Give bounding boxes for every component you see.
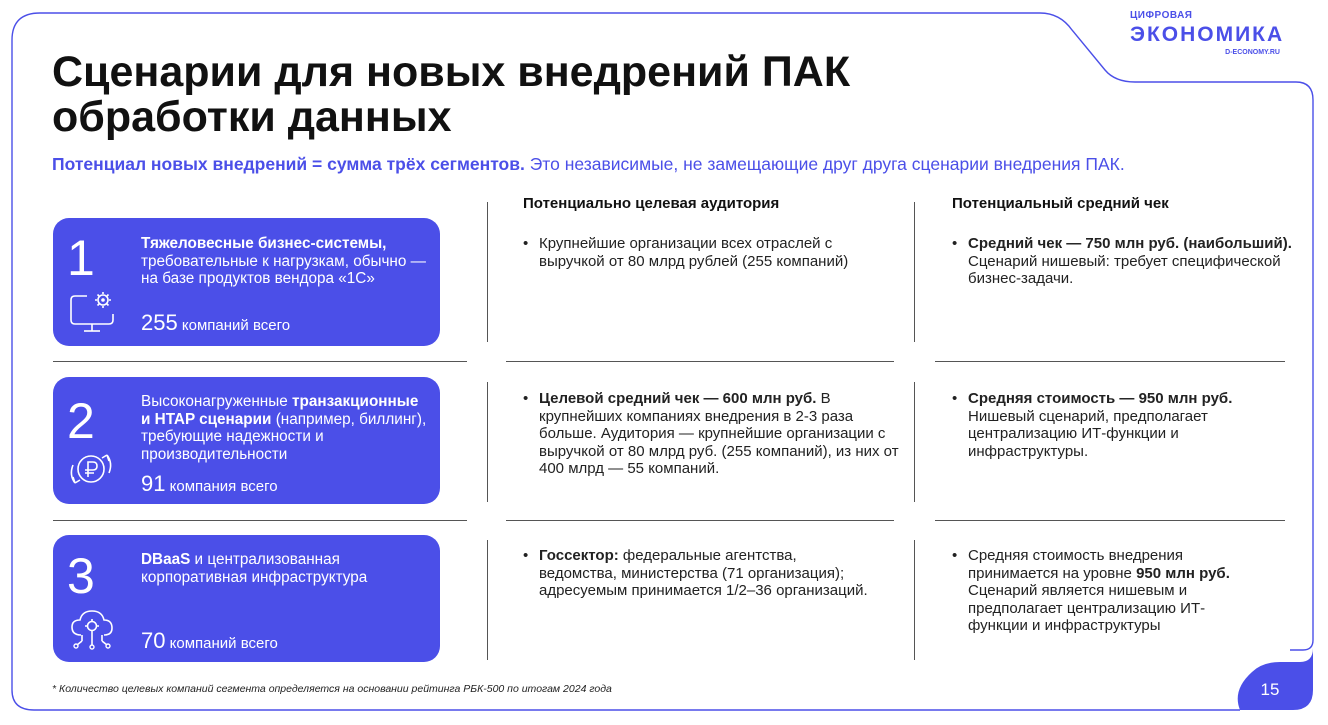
audience-bold: Целевой средний чек — 600 млн руб. <box>539 390 817 407</box>
scenario-count-number: 70 <box>141 628 166 653</box>
scenario-description <box>141 235 431 288</box>
scenario-description-rest: требовательные к нагрузкам, обычно — на базе продуктов вендора «1С» <box>141 252 426 287</box>
scenario-description-bold: транзакционные и HTAP сценарии <box>141 393 419 428</box>
scenario-count-number: 91 <box>141 471 166 496</box>
check-bold: Средний чек — 750 млн руб. (наибольший). <box>968 235 1292 252</box>
column-divider <box>487 540 488 660</box>
scenario-description <box>141 551 431 586</box>
check-bold: Средняя стоимость — 950 млн руб. <box>968 390 1233 407</box>
check-rest: Нишевый сценарий, предполагает централизацию ИТ-функции и инфраструктуры. <box>968 407 1208 460</box>
scenario-count-number: 255 <box>141 310 178 335</box>
cloud-gear-icon <box>67 607 117 651</box>
check-pre: Средняя стоимость внедрения принимается на уровне <box>968 547 1184 582</box>
row-divider <box>53 361 467 362</box>
row-divider <box>935 520 1285 521</box>
scenario-count <box>141 628 278 654</box>
scenario-number: 1 <box>67 230 95 286</box>
logo <box>1130 10 1290 66</box>
page-number: 15 <box>1260 680 1280 699</box>
scenario-count <box>141 310 290 336</box>
column-divider <box>914 540 915 660</box>
scenario-count-text: компаний всего <box>177 317 291 334</box>
audience-cell-1 <box>523 235 863 270</box>
scenario-description-rest: (например, биллинг), требующие надежности и производительности <box>141 410 427 463</box>
check-rest: Сценарий нишевый: требует специфической бизнес-задачи. <box>968 252 1281 287</box>
subtitle-rest: Это независимые, не замещающие друг друга сценарии внедрения ПАК. <box>524 154 1125 174</box>
audience-rest: Крупнейшие организации всех отраслей с выручкой от 80 млрд рублей (255 компаний) <box>539 235 849 270</box>
scenario-count <box>141 471 278 497</box>
logo-url-text: D-ECONOMY.RU <box>1225 49 1280 56</box>
list-item <box>952 547 1252 635</box>
row-divider <box>935 361 1285 362</box>
list-item <box>523 235 863 270</box>
scenario-description-pre: Высоконагруженные <box>141 393 292 410</box>
audience-bold: Госсектор: <box>539 547 619 564</box>
row-divider <box>53 520 467 521</box>
scenario-description-bold: Тяжеловесные бизнес-системы, <box>141 235 387 252</box>
audience-rest: В крупнейших компаниях внедрения в 2-3 раза больше. Аудитория — крупнейшие организации с выручкой от 80 млрд руб. (255 компаний), из них от 400 млрд — 55 компаний. <box>539 390 899 477</box>
scenario-count-text: компаний всего <box>165 635 278 652</box>
column-divider <box>487 382 488 502</box>
column-header-audience: Потенциально целевая аудитория <box>523 195 780 212</box>
page-title: Сценарии для новых внедрений ПАК обработки данных <box>52 48 851 141</box>
ruble-cycle-icon <box>67 447 117 491</box>
column-divider <box>914 382 915 502</box>
check-cell-1 <box>952 235 1292 288</box>
check-cell-3 <box>952 547 1252 635</box>
page-number-tab <box>1238 648 1313 710</box>
audience-rest: федеральные агентства, ведомства, министерства (71 организация); адресуемым принимается 1/2–36 организаций. <box>539 547 868 599</box>
row-divider <box>506 520 894 521</box>
list-item <box>952 235 1292 288</box>
list-item <box>523 547 868 600</box>
scenario-description-rest: и централизованная корпоративная инфраструктура <box>141 551 368 586</box>
column-divider <box>487 202 488 342</box>
page-subtitle <box>52 154 1302 175</box>
scenario-number: 2 <box>67 393 95 449</box>
logo-big-text: ЭКОНОМИКА <box>1130 23 1285 46</box>
scenario-description-bold: DBaaS <box>141 551 191 568</box>
check-bold: 950 млн руб. <box>1136 564 1230 582</box>
subtitle-bold: Потенциал новых внедрений = сумма трёх сегментов. <box>52 154 525 174</box>
list-item <box>523 390 908 478</box>
check-cell-2 <box>952 390 1252 460</box>
scenario-card-3 <box>53 535 440 662</box>
list-item <box>952 390 1252 460</box>
column-header-check: Потенциальный средний чек <box>952 195 1169 212</box>
scenario-description <box>141 393 431 463</box>
audience-cell-3 <box>523 547 868 600</box>
scenario-card-2 <box>53 377 440 504</box>
row-divider <box>506 361 894 362</box>
logo-small-text: ЦИФРОВАЯ <box>1130 10 1193 21</box>
scenario-number: 3 <box>67 548 95 604</box>
scenario-count-text: компания всего <box>165 478 278 495</box>
footnote: * Количество целевых компаний сегмента определяется на основании рейтинга РБК-500 по итогам 2024 года <box>52 683 612 695</box>
column-divider <box>914 202 915 342</box>
check-rest: Сценарий является нишевым и предполагает централизацию ИТ-функции и инфраструктуры <box>968 582 1206 634</box>
scenario-card-1 <box>53 218 440 346</box>
audience-cell-2 <box>523 390 908 478</box>
monitor-gear-icon <box>67 290 117 334</box>
